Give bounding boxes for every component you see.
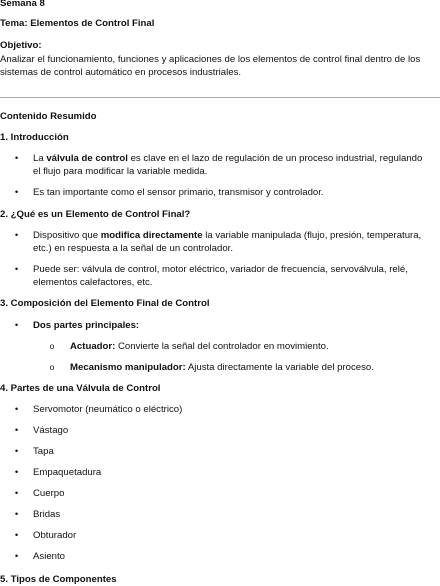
list-item: • Obturador (33, 529, 432, 542)
bullet-icon: • (14, 153, 19, 164)
list-item: • Tapa (33, 445, 432, 458)
bullet-icon: • (14, 264, 19, 275)
list-item: • La válvula de control es clave en el lazo de regulación de un proceso industrial, regulando el flujo para modificar la variable medida. (33, 152, 432, 178)
section-4-heading: 4. Partes de una Válvula de Control (0, 383, 161, 394)
objective-text: Analizar el funcionamiento, funciones y aplicaciones de los elementos de control final dentro de los sistemas de control automático en procesos industriales. (0, 54, 421, 78)
bullet-icon: • (14, 530, 19, 541)
section-3-heading: 3. Composición del Elemento Final de Control (0, 298, 210, 309)
topic-title: Tema: Elementos de Control Final (0, 18, 155, 29)
sub-list-item: o Actuador: Convierte la señal del controlador en movimiento. (70, 340, 432, 353)
list-item: • Servomotor (neumático o eléctrico) (33, 403, 432, 416)
bullet-icon: • (14, 425, 19, 436)
bullet-icon: • (14, 230, 19, 241)
bullet-icon: • (14, 320, 19, 331)
section-5-heading: 5. Tipos de Componentes (0, 574, 117, 585)
bullet-icon: • (14, 488, 19, 499)
section-2-heading: 2. ¿Qué es un Elemento de Control Final? (0, 209, 191, 220)
list-item: • Dispositivo que modifica directamente la variable manipulada (flujo, presión, temperatura, etc.) en respuesta a la señal de un controlador. (33, 229, 432, 255)
circle-bullet-icon: o (49, 362, 55, 372)
week-label: Semana 8 (0, 0, 45, 9)
summary-title: Contenido Resumido (0, 111, 97, 122)
list-item: • Vástago (33, 424, 432, 437)
list-item: • Puede ser: válvula de control, motor eléctrico, variador de frecuencia, servoválvula, relé, elementos calefactores, etc. (33, 263, 432, 289)
list-item: • Cuerpo (33, 487, 432, 500)
bullet-icon: • (14, 187, 19, 198)
section-divider (0, 97, 440, 98)
list-item: • Es tan importante como el sensor primario, transmisor y controlador. (33, 186, 432, 199)
circle-bullet-icon: o (49, 341, 55, 351)
list-item: • Asiento (33, 550, 432, 563)
bullet-icon: • (14, 551, 19, 562)
objective-label: Objetivo: (0, 40, 42, 51)
bullet-icon: • (14, 509, 19, 520)
list-item: • Bridas (33, 508, 432, 521)
bullet-icon: • (14, 404, 19, 415)
section-1-heading: 1. Introducción (0, 132, 69, 143)
bullet-icon: • (14, 446, 19, 457)
sub-list-item: o Mecanismo manipulador: Ajusta directamente la variable del proceso. (70, 361, 432, 374)
list-item: • Empaquetadura (33, 466, 432, 479)
bullet-icon: • (14, 467, 19, 478)
list-item: • Dos partes principales: (33, 319, 432, 332)
